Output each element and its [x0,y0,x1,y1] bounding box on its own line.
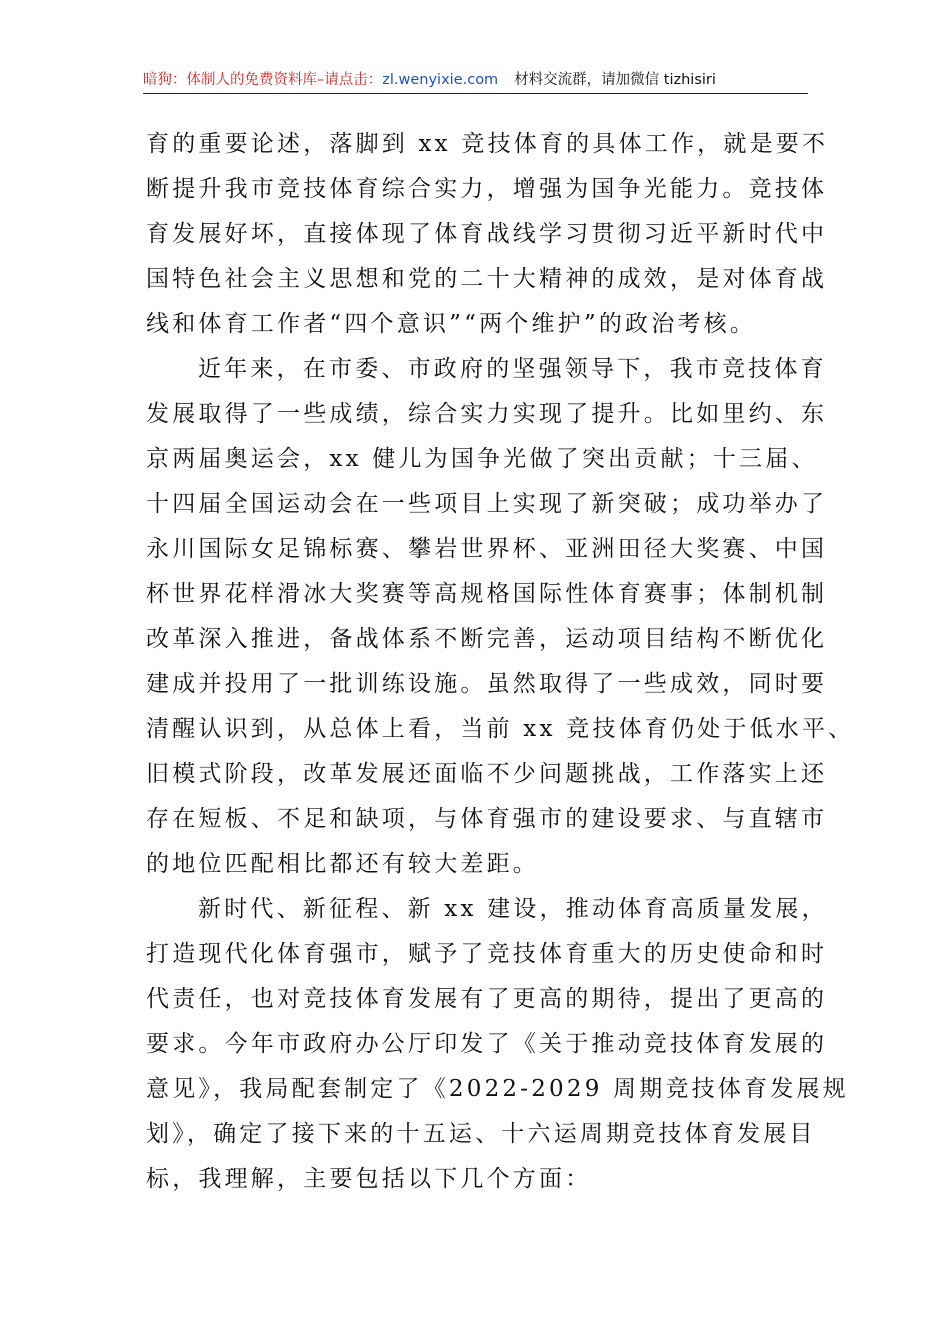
body-text-line: 的地位匹配相比都还有较大差距。 [146,851,539,877]
body-text-line: 永川国际女足锦标赛、攀岩世界杯、亚洲田径大奖赛、中国 [146,536,828,562]
header-group-note: 材料交流群，请加微信 tizhisiri [514,72,716,88]
body-text-line: 十四届全国运动会在一些项目上实现了新突破；成功举办了 [146,491,828,517]
body-text-line: 新时代、新征程、新 xx 建设，推动体育高质量发展， [198,896,828,922]
body-text-line: 旧模式阶段，改革发展还面临不少问题挑战，工作落实上还 [146,761,828,787]
body-text-line: 育的重要论述，落脚到 xx 竞技体育的具体工作，就是要不 [146,131,829,157]
body-text-line: 意见》，我局配套制定了《2022-2029 周期竞技体育发展规 [146,1076,849,1102]
header-brand: 暗狗：体制人的免费资料库 [143,72,317,88]
body-text-line: 清醒认识到，从总体上看，当前 xx 竞技体育仍处于低水平、 [146,716,855,742]
header-click-prompt: –请点击： [317,72,383,88]
body-text-line: 改革深入推进，备战体系不断完善，运动项目结构不断优化 [146,626,828,652]
body-text-line: 建成并投用了一批训练设施。虽然取得了一些成效，同时要 [146,671,828,697]
body-text-line: 断提升我市竞技体育综合实力，增强为国争光能力。竞技体 [146,176,828,202]
document-body [146,122,855,1202]
body-text-line: 育发展好坏，直接体现了体育战线学习贯彻习近平新时代中 [146,221,828,247]
body-text-line: 代责任，也对竞技体育发展有了更高的期待，提出了更高的 [146,986,828,1012]
body-text-line: 线和体育工作者“四个意识”“两个维护”的政治考核。 [146,311,757,337]
body-text-line: 打造现代化体育强市，赋予了竞技体育重大的历史使命和时 [146,941,828,967]
body-text-line: 近年来，在市委、市政府的坚强领导下，我市竞技体育 [198,356,827,382]
body-text-line: 杯世界花样滑冰大奖赛等高规格国际性体育赛事；体制机制 [146,581,828,607]
body-text-line: 划》，确定了接下来的十五运、十六运周期竞技体育发展目 [146,1121,816,1147]
body-text-line: 发展取得了一些成绩，综合实力实现了提升。比如里约、东 [146,401,828,427]
header-site-link[interactable]: zl.wenyixie.com [382,72,499,88]
body-text-line: 京两届奥运会，xx 健儿为国争光做了突出贡献；十三届、 [146,446,818,472]
body-text-line: 要求。今年市政府办公厅印发了《关于推动竞技体育发展的 [146,1031,828,1057]
page-header [143,67,808,94]
body-text-line: 国特色社会主义思想和党的二十大精神的成效，是对体育战 [146,266,828,292]
body-text-line: 标，我理解，主要包括以下几个方面： [146,1166,592,1192]
body-text-line: 存在短板、不足和缺项，与体育强市的建设要求、与直辖市 [146,806,828,832]
